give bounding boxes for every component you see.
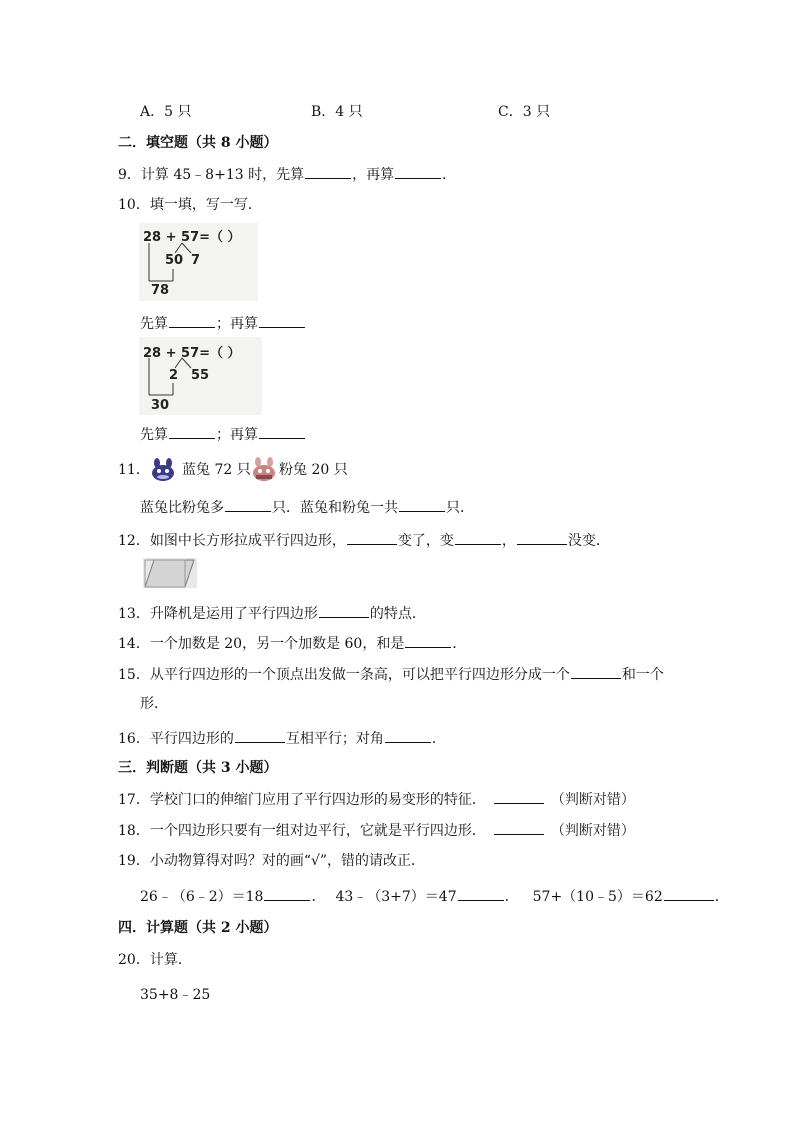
- blue-rabbit-count: 蓝兔 72 只: [182, 462, 251, 478]
- diagram-result: 78: [151, 283, 170, 298]
- question-20: 20．计算．: [118, 952, 192, 968]
- question-15-cont: 形．: [140, 696, 168, 712]
- question-19-items: [140, 886, 729, 907]
- answer-blank[interactable]: [405, 633, 451, 648]
- q15-text1: 15．从平行四边形的一个顶点出发做一条高，可以把平行四边形分成一个: [118, 667, 570, 683]
- q9-number: 9．: [118, 167, 141, 183]
- answer-blank[interactable]: [399, 497, 445, 512]
- q18-text: 18．一个四边形只要有一组对边平行，它就是平行四边形．: [118, 823, 486, 839]
- q9-text3: ．: [442, 167, 457, 183]
- diagram-expression: 28 + 57=（ ）: [143, 346, 241, 361]
- question-10-line-2: [140, 424, 306, 445]
- q9-text: 计算 45﹣8+13 时，先算: [140, 167, 305, 183]
- answer-blank[interactable]: [664, 886, 714, 901]
- q17-text: 17．学校门口的伸缩门应用了平行四边形的易变形的特征．: [118, 792, 486, 808]
- answer-blank[interactable]: [169, 424, 215, 439]
- q12-text1: 如图中长方形拉成平行四边形，: [149, 533, 346, 549]
- pink-rabbit-count: 粉兔 20 只: [279, 462, 348, 478]
- answer-blank[interactable]: [319, 603, 369, 618]
- answer-blank[interactable]: [169, 313, 215, 328]
- q9-text2: ，再算: [352, 167, 395, 183]
- q17-hint: （判断对错）: [550, 792, 635, 808]
- question-10-line-1: [140, 313, 306, 334]
- decomposition-diagram-2: [139, 337, 262, 415]
- q15-text2: 和一个: [621, 667, 664, 683]
- q14-text1: 14．一个加数是 20，另一个加数是 60，和是: [118, 636, 405, 652]
- answer-blank[interactable]: [385, 728, 431, 743]
- diagram-part-a: 2: [169, 368, 179, 383]
- answer-blank[interactable]: [235, 728, 285, 743]
- blue-rabbit-icon: [148, 457, 178, 483]
- question-13: [118, 603, 426, 624]
- pink-rabbit-icon: [250, 456, 278, 482]
- q11-text1: 蓝兔比粉兔多: [140, 500, 224, 516]
- diagram-result: 30: [151, 398, 170, 413]
- answer-blank[interactable]: [395, 164, 441, 179]
- answer-blank[interactable]: [225, 497, 271, 512]
- question-20-expr: 35+8﹣25: [140, 987, 211, 1003]
- question-10: 10．填一填，写一写．: [118, 197, 262, 213]
- question-18: [118, 820, 635, 841]
- q18-hint: （判断对错）: [550, 823, 635, 839]
- question-12: [118, 530, 610, 551]
- diagram-part-a: 50: [165, 253, 184, 268]
- answer-blank[interactable]: [517, 530, 567, 545]
- parallelogram-figure: [142, 557, 198, 589]
- answer-blank[interactable]: [571, 664, 621, 679]
- option-c: C．3 只: [498, 104, 551, 120]
- q19-item-b: 43﹣（3+7）＝47: [335, 889, 457, 905]
- q16-text3: ．: [431, 731, 446, 747]
- q14-text2: ．: [452, 636, 467, 652]
- question-11-blanks: [140, 497, 474, 518]
- diagram-part-b: 55: [191, 368, 210, 383]
- answer-blank[interactable]: [264, 886, 310, 901]
- question-19: 19．小动物算得对吗？对的画“√”，错的请改正．: [118, 853, 426, 869]
- question-16: [118, 728, 446, 749]
- q11-number: 11．: [118, 462, 150, 478]
- decomposition-diagram-1: [139, 223, 258, 301]
- then-calc-label: ；再算: [216, 316, 258, 332]
- section2-title: 二．填空题（共 8 小题）: [118, 135, 278, 151]
- question-14: [118, 633, 466, 654]
- first-calc-label: 先算: [140, 427, 168, 443]
- q12-text4: 没变．: [567, 533, 610, 549]
- q12-number: 12．: [118, 533, 150, 549]
- question-15: [118, 664, 664, 685]
- section3-title: 三．判断题（共 3 小题）: [118, 760, 278, 776]
- answer-blank[interactable]: [259, 313, 305, 328]
- first-calc-label: 先算: [140, 316, 168, 332]
- answer-blank[interactable]: [455, 530, 501, 545]
- option-a: A．5 只: [140, 104, 192, 120]
- q12-text2: 变了，变: [397, 533, 454, 549]
- q19-item-c: 57+（10﹣5）＝62: [532, 889, 663, 905]
- q11-text3: 只．: [446, 500, 474, 516]
- q19-item-a: 26﹣（6﹣2）＝18: [140, 889, 264, 905]
- q16-text1: 16．平行四边形的: [118, 731, 234, 747]
- q13-text2: 的特点．: [369, 606, 426, 622]
- question-17: [118, 789, 635, 810]
- section4-title: 四．计算题（共 2 小题）: [118, 920, 278, 936]
- q16-text2: 互相平行；对角: [285, 731, 384, 747]
- q12-text3: ，: [501, 533, 516, 549]
- answer-blank[interactable]: [305, 164, 351, 179]
- then-calc-label: ；再算: [216, 427, 258, 443]
- diagram-expression: 28 + 57=（ ）: [143, 230, 241, 245]
- q19-sep: ．: [311, 889, 326, 905]
- answer-blank[interactable]: [494, 820, 544, 835]
- answer-blank[interactable]: [458, 886, 504, 901]
- question-11: [118, 460, 150, 480]
- q11-text2: 只．蓝兔和粉兔一共: [272, 500, 398, 516]
- q13-text1: 13．升降机是运用了平行四边形: [118, 606, 318, 622]
- option-b: B．4 只: [311, 104, 363, 120]
- question-9: [118, 164, 456, 185]
- diagram-part-b: 7: [191, 253, 201, 268]
- q19-sep: ．: [504, 889, 519, 905]
- answer-blank[interactable]: [347, 530, 397, 545]
- q19-sep: ．: [714, 889, 729, 905]
- answer-blank[interactable]: [259, 424, 305, 439]
- answer-blank[interactable]: [494, 789, 544, 804]
